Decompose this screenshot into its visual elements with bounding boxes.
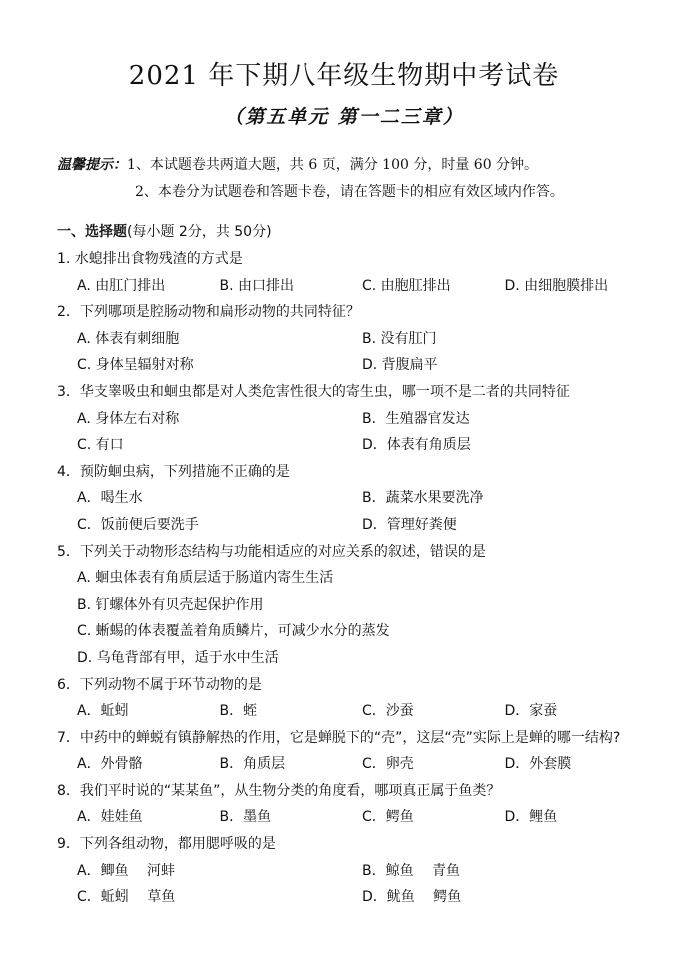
option-d: D. 背腹扁平	[362, 357, 438, 374]
question-6	[57, 672, 647, 725]
options-row	[57, 804, 647, 831]
question-stem: 5．下列关于动物形态结构与功能相适应的对应关系的叙述，错误的是	[57, 543, 486, 560]
option-b: B. 没有肛门	[362, 330, 437, 347]
question-stem: 7．中药中的蝉蜕有镇静解热的作用，它是蝉脱下的“壳”，这层“壳”实际上是蝉的哪一结构?	[57, 729, 621, 746]
questions-section	[57, 219, 647, 911]
option-d: D．体表有角质层	[362, 437, 471, 454]
option-b: B．蔬菜水果要洗净	[362, 490, 484, 507]
question-stem: 6．下列动物不属于环节动物的是	[57, 676, 262, 693]
tip-line-2: 2、本卷分为试题卷和答题卡卷，请在答题卡的相应有效区域内作答。	[135, 184, 564, 200]
options-grid	[57, 406, 647, 459]
question-2	[57, 299, 647, 379]
option-b: B．生殖器官发达	[362, 410, 470, 427]
options-row	[57, 751, 647, 778]
option-a: A. 身体左右对称	[77, 410, 180, 427]
question-stem: 3．华支睾吸虫和蛔虫都是对人类危害性很大的寄生虫，哪一项不是二者的共同特征	[57, 383, 570, 400]
exam-subtitle: （第五单元 第一二三章）	[224, 106, 464, 128]
question-stem: 1. 水螅排出食物残渣的方式是	[57, 251, 243, 267]
option-c: C. 蜥蜴的体表覆盖着角质鳞片，可减少水分的蒸发	[77, 623, 390, 640]
option-c: C．沙蚕	[362, 703, 414, 720]
option-d: D．鱿鱼 鳄鱼	[362, 889, 462, 906]
option-a: A．蚯蚓	[77, 703, 129, 720]
option-b: B．鲸鱼 青鱼	[362, 862, 461, 879]
question-7	[57, 725, 647, 778]
option-a: A. 体表有刺细胞	[77, 330, 180, 347]
option-a: A. 由肛门排出	[77, 277, 166, 294]
option-d: D. 由细胞膜排出	[504, 277, 609, 294]
option-c: C. 身体呈辐射对称	[77, 357, 194, 374]
question-stem: 2．下列哪项是腔肠动物和扁形动物的共同特征？	[57, 304, 360, 321]
option-a: A．外骨骼	[77, 756, 143, 773]
option-c: C．饭前便后要洗手	[77, 516, 199, 533]
option-c: C．卵壳	[362, 756, 414, 773]
option-b: B．墨鱼	[219, 809, 272, 826]
question-5	[57, 539, 647, 672]
section-header	[57, 219, 647, 246]
options-grid	[57, 326, 647, 379]
option-b: B. 由口排出	[219, 277, 295, 294]
option-a: A. 蛔虫体表有角质层适于肠道内寄生生活	[77, 570, 334, 587]
exam-title: 2021 年下期八年级生物期中考试卷	[128, 61, 560, 91]
question-8	[57, 778, 647, 831]
option-b: B．角质层	[219, 756, 286, 773]
question-9	[57, 831, 647, 911]
tips-block	[57, 152, 657, 206]
option-c: C．鳄鱼	[362, 809, 414, 826]
section-title: 一、选择题	[57, 224, 127, 240]
option-d: D．外套膜	[504, 756, 572, 773]
question-1	[57, 246, 647, 299]
question-stem: 4．预防蛔虫病，下列措施不正确的是	[57, 463, 290, 480]
question-3	[57, 379, 647, 459]
question-stem: 8．我们平时说的“某某鱼”，从生物分类的角度看，哪项真正属于鱼类？	[57, 782, 501, 799]
option-c: C. 由胞肛排出	[362, 277, 451, 294]
tip-text-1: 1、本试题卷共两道大题，共 6 页，满分 100 分，时量 60 分钟。	[127, 157, 539, 173]
options-grid	[57, 858, 647, 911]
section-note: (每小题 2分，共 50分)	[127, 224, 272, 240]
option-d: D．管理好粪便	[362, 516, 457, 533]
options-list	[57, 565, 647, 671]
option-a: A．鲫鱼 河蚌	[77, 862, 176, 879]
question-stem: 9．下列各组动物，都用腮呼吸的是	[57, 836, 276, 853]
tips-label: 温馨提示：	[57, 157, 127, 173]
options-row	[57, 273, 647, 300]
tip-line-1	[57, 152, 657, 179]
option-c: C. 有口	[77, 437, 124, 454]
option-b: B. 钉螺体外有贝壳起保护作用	[77, 596, 264, 613]
option-d: D. 乌龟背部有甲，适于水中生活	[77, 649, 279, 666]
options-row	[57, 698, 647, 725]
option-d: D．家蚕	[504, 703, 558, 720]
option-a: A．娃娃鱼	[77, 809, 143, 826]
option-b: B．蛭	[219, 703, 258, 720]
option-d: D．鲤鱼	[504, 809, 558, 826]
options-grid	[57, 485, 647, 538]
question-4	[57, 459, 647, 539]
option-a: A．喝生水	[77, 490, 143, 507]
option-c: C．蚯蚓 草鱼	[77, 889, 176, 906]
